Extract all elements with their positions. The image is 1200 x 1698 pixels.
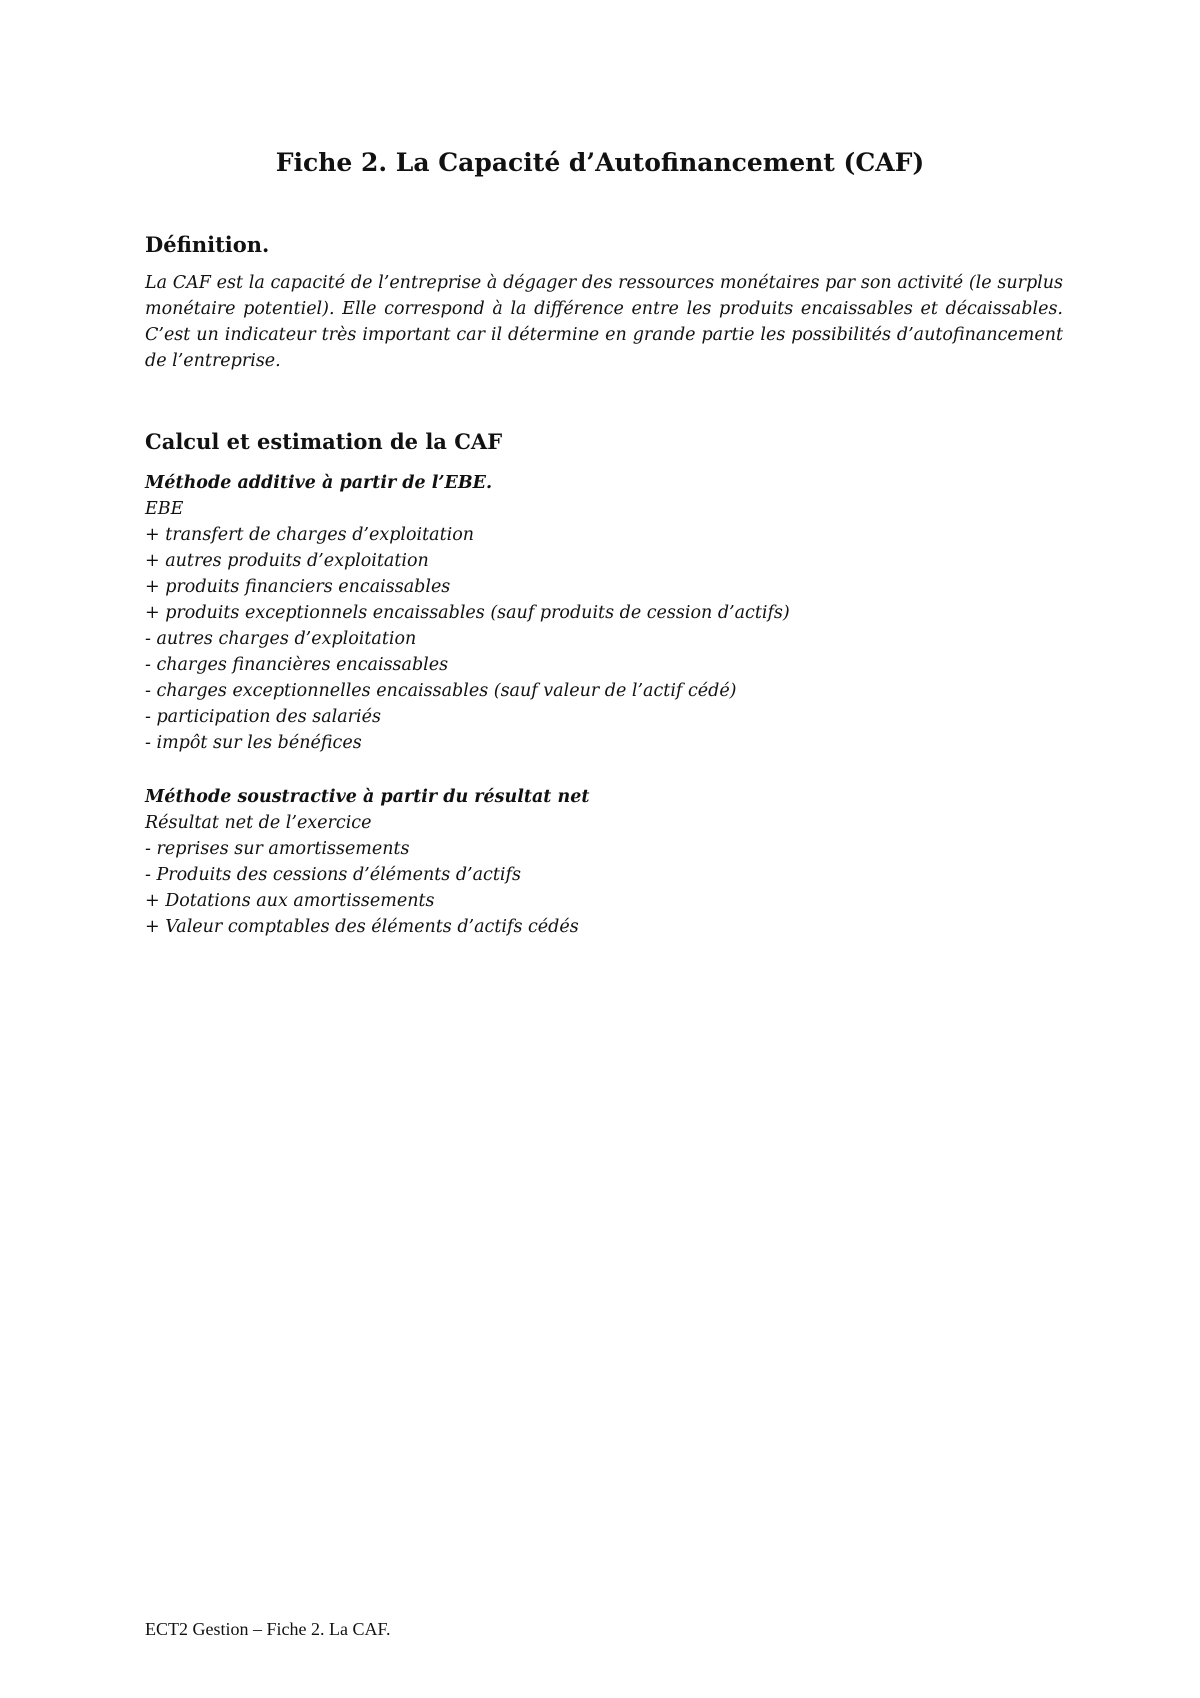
calculation-heading: Calcul et estimation de la CAF [145, 429, 503, 454]
subtractive-method-title: Méthode soustractive à partir du résultat net [145, 787, 590, 807]
subtractive-line: - reprises sur amortissements [145, 839, 410, 859]
subtractive-line: + Dotations aux amortissements [145, 891, 435, 911]
additive-line: - participation des salariés [145, 707, 381, 727]
page-title: Fiche 2. La Capacité d’Autofinancement (CAF) [275, 148, 925, 177]
additive-line: - impôt sur les bénéfices [145, 733, 362, 753]
subtractive-line: - Produits des cessions d’éléments d’actifs [145, 865, 521, 885]
subtractive-line: + Valeur comptables des éléments d’actifs cédés [145, 917, 579, 937]
additive-line: + produits financiers encaissables [145, 577, 451, 597]
additive-line: + autres produits d’exploitation [145, 551, 429, 571]
additive-line: + produits exceptionnels encaissables (sauf produits de cession d’actifs) [145, 603, 790, 623]
additive-line: EBE [145, 499, 184, 519]
subtractive-method-block [145, 784, 1085, 940]
additive-method-block [145, 470, 1085, 756]
definition-paragraph: La CAF est la capacité de l’entreprise à dégager des ressources monétaires par son activité (le surplus monétaire potentiel). Elle correspond à la différence entre les produits encaissables et décaissables. C’est un indicateur très important car il détermine en grande partie les possibilités d’autofinancement de l’entreprise. [145, 273, 1063, 371]
additive-line: - charges financières encaissables [145, 655, 449, 675]
additive-line: + transfert de charges d’exploitation [145, 525, 475, 545]
page-footer: ECT2 Gestion – Fiche 2. La CAF. [145, 1619, 391, 1639]
subtractive-line: Résultat net de l’exercice [145, 813, 372, 833]
additive-line: - autres charges d’exploitation [145, 629, 417, 649]
additive-method-title: Méthode additive à partir de l’EBE. [145, 473, 493, 493]
additive-line: - charges exceptionnelles encaissables (sauf valeur de l’actif cédé) [145, 681, 737, 701]
definition-heading: Définition. [145, 232, 270, 257]
